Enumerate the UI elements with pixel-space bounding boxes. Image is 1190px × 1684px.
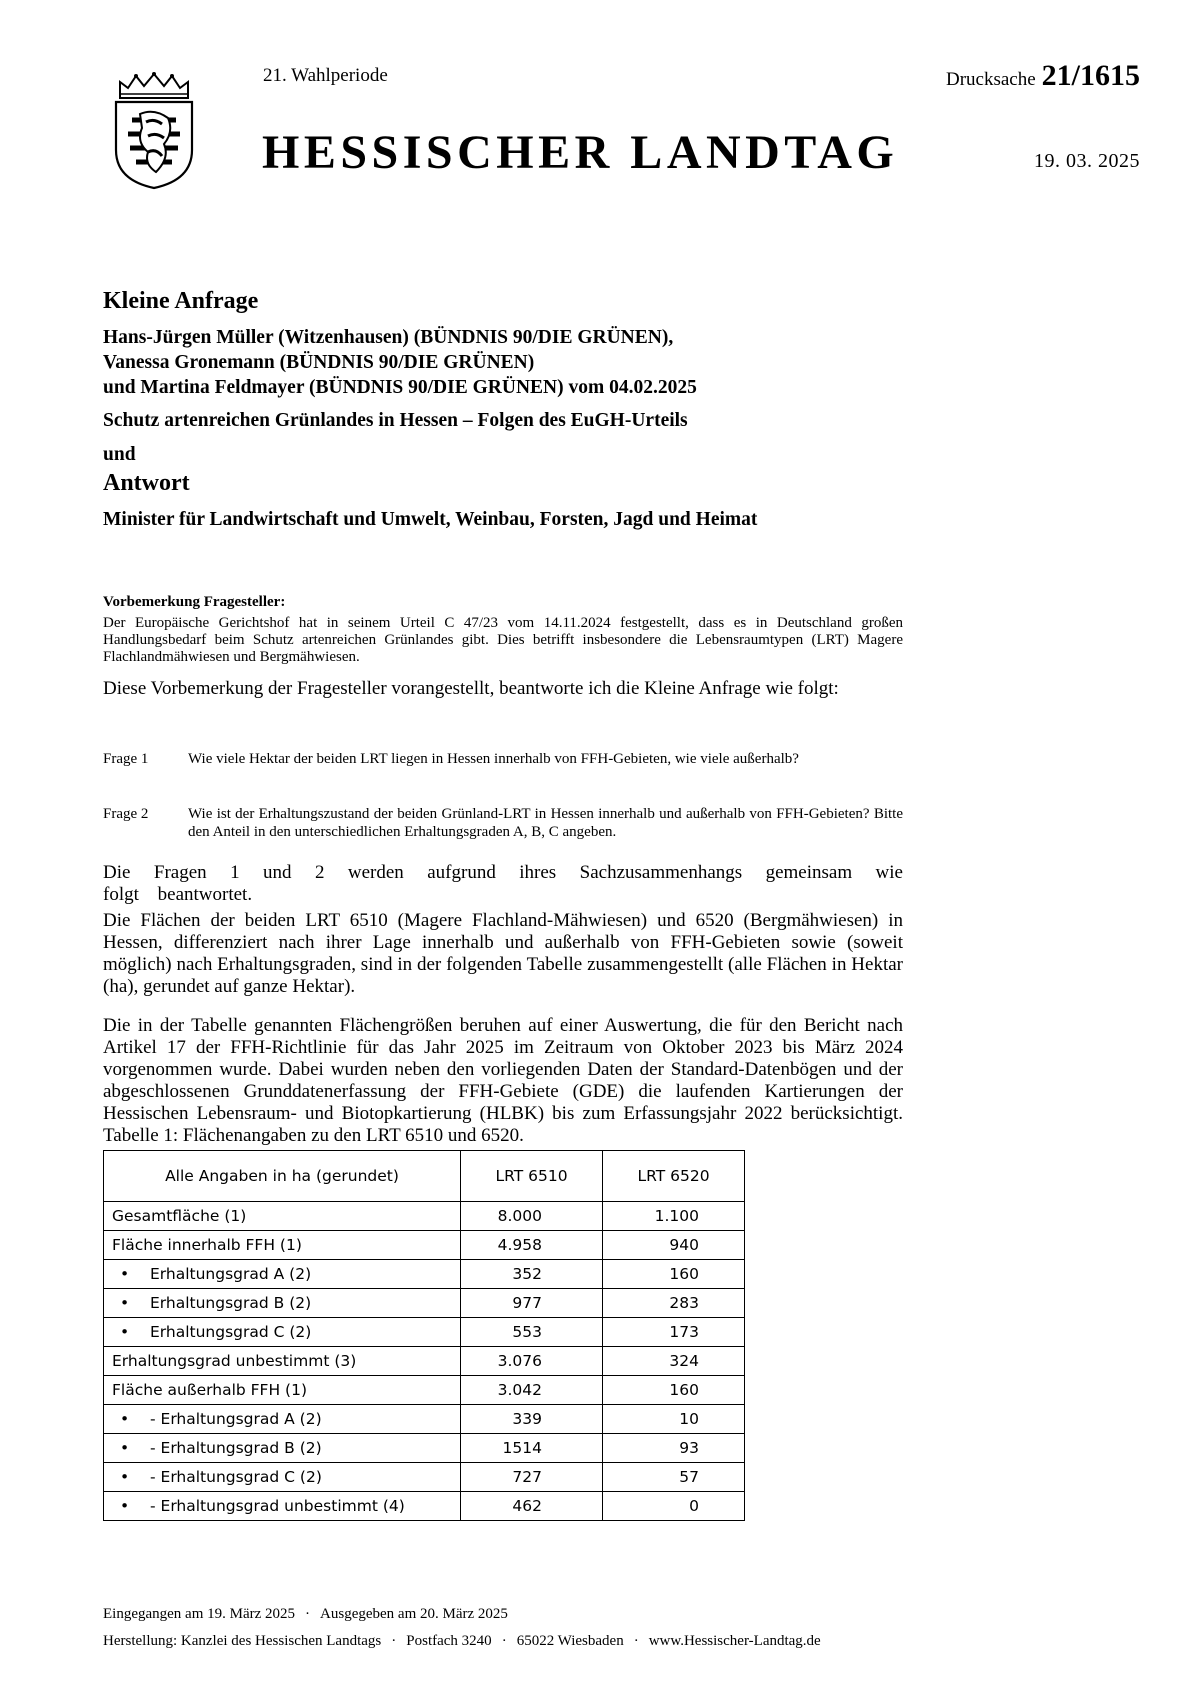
wahlperiode: 21. Wahlperiode — [263, 65, 388, 86]
lrt6520-value: 1.100 — [603, 1202, 745, 1231]
lrt6510-value: 339 — [461, 1405, 603, 1434]
footer-producer: Herstellung: Kanzlei des Hessischen Landtags — [103, 1633, 382, 1649]
vorbemerkung-text: Der Europäische Gerichtshof hat in seinem Urteil C 47/23 vom 14.11.2024 festgestellt, dass es in Deutschland großen Handlungsbedarf beim Schutz artenreichen Grünlandes gibt. Dies betrifft insbesondere die Lebensraumtypen (LRT) Magere Flachlandmähwiesen und Bergmähwiesen. — [103, 615, 903, 665]
row-label: Erhaltungsgrad C (2) — [150, 1323, 312, 1341]
subject: Schutz artenreichen Grünlandes in Hessen – Folgen des EuGH-Urteils — [103, 410, 688, 431]
footer-separator: · — [305, 1606, 311, 1622]
lrt6520-value: 0 — [603, 1492, 745, 1521]
bullet-icon: • — [120, 1468, 130, 1486]
lrt6520-value: 173 — [603, 1318, 745, 1347]
row-label-cell — [104, 1347, 461, 1376]
document-date: 19. 03. 2025 — [1034, 150, 1140, 172]
row-label-cell — [104, 1202, 461, 1231]
table-header-row — [104, 1151, 745, 1202]
row-label-cell — [104, 1405, 461, 1434]
footer-separator: · — [501, 1633, 507, 1649]
question-text: Wie viele Hektar der beiden LRT liegen in Hessen innerhalb von FFH-Gebieten, wie viele außerhalb? — [188, 751, 799, 767]
row-label: Gesamtfläche (1) — [112, 1207, 247, 1225]
lrt6510-value: 8.000 — [461, 1202, 603, 1231]
author-line: Vanessa Gronemann (BÜNDNIS 90/DIE GRÜNEN) — [103, 352, 535, 373]
document-kind: Kleine Anfrage — [103, 288, 259, 314]
answer-intro: Diese Vorbemerkung der Fragesteller vorangestellt, beantworte ich die Kleine Anfrage wie folgt: — [103, 678, 839, 699]
table-row — [104, 1318, 745, 1347]
footer-received: Eingegangen am 19. März 2025 — [103, 1606, 296, 1622]
lrt6510-value: 1514 — [461, 1434, 603, 1463]
minister: Minister für Landwirtschaft und Umwelt, Weinbau, Forsten, Jagd und Heimat — [103, 509, 758, 530]
footer-city: 65022 Wiesbaden — [516, 1633, 624, 1649]
lrt6520-value: 940 — [603, 1231, 745, 1260]
row-label-cell — [104, 1376, 461, 1405]
row-label: - Erhaltungsgrad B (2) — [150, 1439, 322, 1457]
answer-paragraph: Die Fragen 1 und 2 werden aufgrund ihres Sachzusammenhangs gemeinsam wie folgt beantwortet. — [103, 862, 903, 905]
footer — [103, 1601, 821, 1655]
footer-postbox: Postfach 3240 — [406, 1633, 492, 1649]
drucksache-label: Drucksache — [945, 69, 1036, 90]
row-label-cell — [104, 1492, 461, 1521]
footer-issued: Ausgegeben am 20. März 2025 — [320, 1606, 508, 1622]
question-2 — [103, 805, 903, 841]
table-body — [104, 1202, 745, 1521]
row-label: - Erhaltungsgrad C (2) — [150, 1468, 322, 1486]
bullet-icon: • — [120, 1294, 130, 1312]
page-title: HESSISCHER LANDTAG — [262, 126, 899, 179]
lrt6510-value: 3.076 — [461, 1347, 603, 1376]
table-header: Alle Angaben in ha (gerundet) — [104, 1151, 461, 1202]
answer-paragraph: Die in der Tabelle genannten Flächengrößen beruhen auf einer Auswertung, die für den Bericht nach Artikel 17 der FFH-Richtlinie für das Jahr 2025 im Zeitraum von Oktober 2023 bis März 2024 vorgenommen wurde. Dabei wurden neben den vorliegenden Daten der Standard-Datenbögen und der abgeschlossenen Grunddatenerfassung der FFH-Gebiete (GDE) die laufenden Kartierungen der Hessischen Lebensraum- und Biotopkartierung (HLBK) bis zum Erfassungsjahr 2022 berücksichtigt. Tabelle 1: Flächenangaben zu den LRT 6510 und 6520. — [103, 1015, 903, 1146]
coat-of-arms-logo — [110, 72, 198, 190]
vorbemerkung — [103, 594, 903, 700]
bullet-icon: • — [120, 1410, 130, 1428]
row-label: - Erhaltungsgrad A (2) — [150, 1410, 322, 1428]
table-row — [104, 1405, 745, 1434]
question-label: Frage 1 — [103, 751, 149, 767]
row-label-cell — [104, 1289, 461, 1318]
row-label-cell — [104, 1260, 461, 1289]
table-row — [104, 1492, 745, 1521]
table-row — [104, 1202, 745, 1231]
table-header: LRT 6510 — [461, 1151, 603, 1202]
table-row — [104, 1289, 745, 1318]
lrt6520-value: 160 — [603, 1376, 745, 1405]
footer-separator: · — [633, 1633, 639, 1649]
drucksache — [946, 59, 1140, 93]
antwort-heading: Antwort — [103, 470, 190, 496]
row-label: - Erhaltungsgrad unbestimmt (4) — [150, 1497, 405, 1515]
row-label-cell — [104, 1463, 461, 1492]
lrt6510-value: 3.042 — [461, 1376, 603, 1405]
row-label-cell — [104, 1434, 461, 1463]
lrt6520-value: 10 — [603, 1405, 745, 1434]
footer-line-2 — [103, 1628, 821, 1655]
lrt6520-value: 93 — [603, 1434, 745, 1463]
lrt6520-value: 160 — [603, 1260, 745, 1289]
bullet-icon: • — [120, 1497, 130, 1515]
row-label-cell — [104, 1318, 461, 1347]
table-row — [104, 1231, 745, 1260]
lrt6510-value: 727 — [461, 1463, 603, 1492]
area-table — [103, 1150, 745, 1521]
question-label: Frage 2 — [103, 806, 149, 822]
drucksache-number: 21/1615 — [1041, 59, 1140, 92]
title-block — [103, 288, 1003, 531]
vorbemerkung-heading: Vorbemerkung Fragesteller: — [103, 594, 286, 610]
table-row — [104, 1260, 745, 1289]
lrt6520-value: 324 — [603, 1347, 745, 1376]
table-row — [104, 1347, 745, 1376]
author-line: und Martina Feldmayer (BÜNDNIS 90/DIE GRÜNEN) vom 04.02.2025 — [103, 377, 697, 398]
row-label: Fläche außerhalb FFH (1) — [112, 1381, 308, 1399]
row-label: Erhaltungsgrad A (2) — [150, 1265, 312, 1283]
row-label: Fläche innerhalb FFH (1) — [112, 1236, 302, 1254]
bullet-icon: • — [120, 1265, 130, 1283]
row-label: Erhaltungsgrad unbestimmt (3) — [112, 1352, 357, 1370]
lrt6520-value: 283 — [603, 1289, 745, 1318]
lrt6510-value: 352 — [461, 1260, 603, 1289]
lrt6510-value: 4.958 — [461, 1231, 603, 1260]
row-label: Erhaltungsgrad B (2) — [150, 1294, 312, 1312]
answer-paragraph: Die Flächen der beiden LRT 6510 (Magere Flachland-Mähwiesen) und 6520 (Bergmähwiesen) in Hessen, differenziert nach ihrer Lage innerhalb und außerhalb von FFH-Gebieten sowie (soweit möglich) nach Erhaltungsgraden, sind in der folgenden Tabelle zusammengestellt (alle Flächen in Hektar (ha), gerundet auf ganze Hektar). — [103, 910, 903, 997]
bullet-icon: • — [120, 1323, 130, 1341]
question-1 — [103, 750, 903, 768]
lrt6520-value: 57 — [603, 1463, 745, 1492]
lrt6510-value: 977 — [461, 1289, 603, 1318]
und-label: und — [103, 444, 136, 465]
footer-website[interactable]: www.Hessischer-Landtag.de — [648, 1633, 821, 1649]
footer-separator: · — [391, 1633, 397, 1649]
bullet-icon: • — [120, 1439, 130, 1457]
table-header: LRT 6520 — [603, 1151, 745, 1202]
table-row — [104, 1463, 745, 1492]
question-text: Wie ist der Erhaltungszustand der beiden Grünland-LRT in Hessen innerhalb und außerhalb von FFH-Gebieten? Bitte den Anteil in den unterschiedlichen Erhaltungsgraden A, B, C angeben. — [188, 806, 903, 840]
lrt6510-value: 462 — [461, 1492, 603, 1521]
table-row — [104, 1376, 745, 1405]
author-line: Hans-Jürgen Müller (Witzenhausen) (BÜNDNIS 90/DIE GRÜNEN), — [103, 327, 674, 348]
footer-line-1 — [103, 1601, 821, 1628]
row-label-cell — [104, 1231, 461, 1260]
table-row — [104, 1434, 745, 1463]
lrt6510-value: 553 — [461, 1318, 603, 1347]
